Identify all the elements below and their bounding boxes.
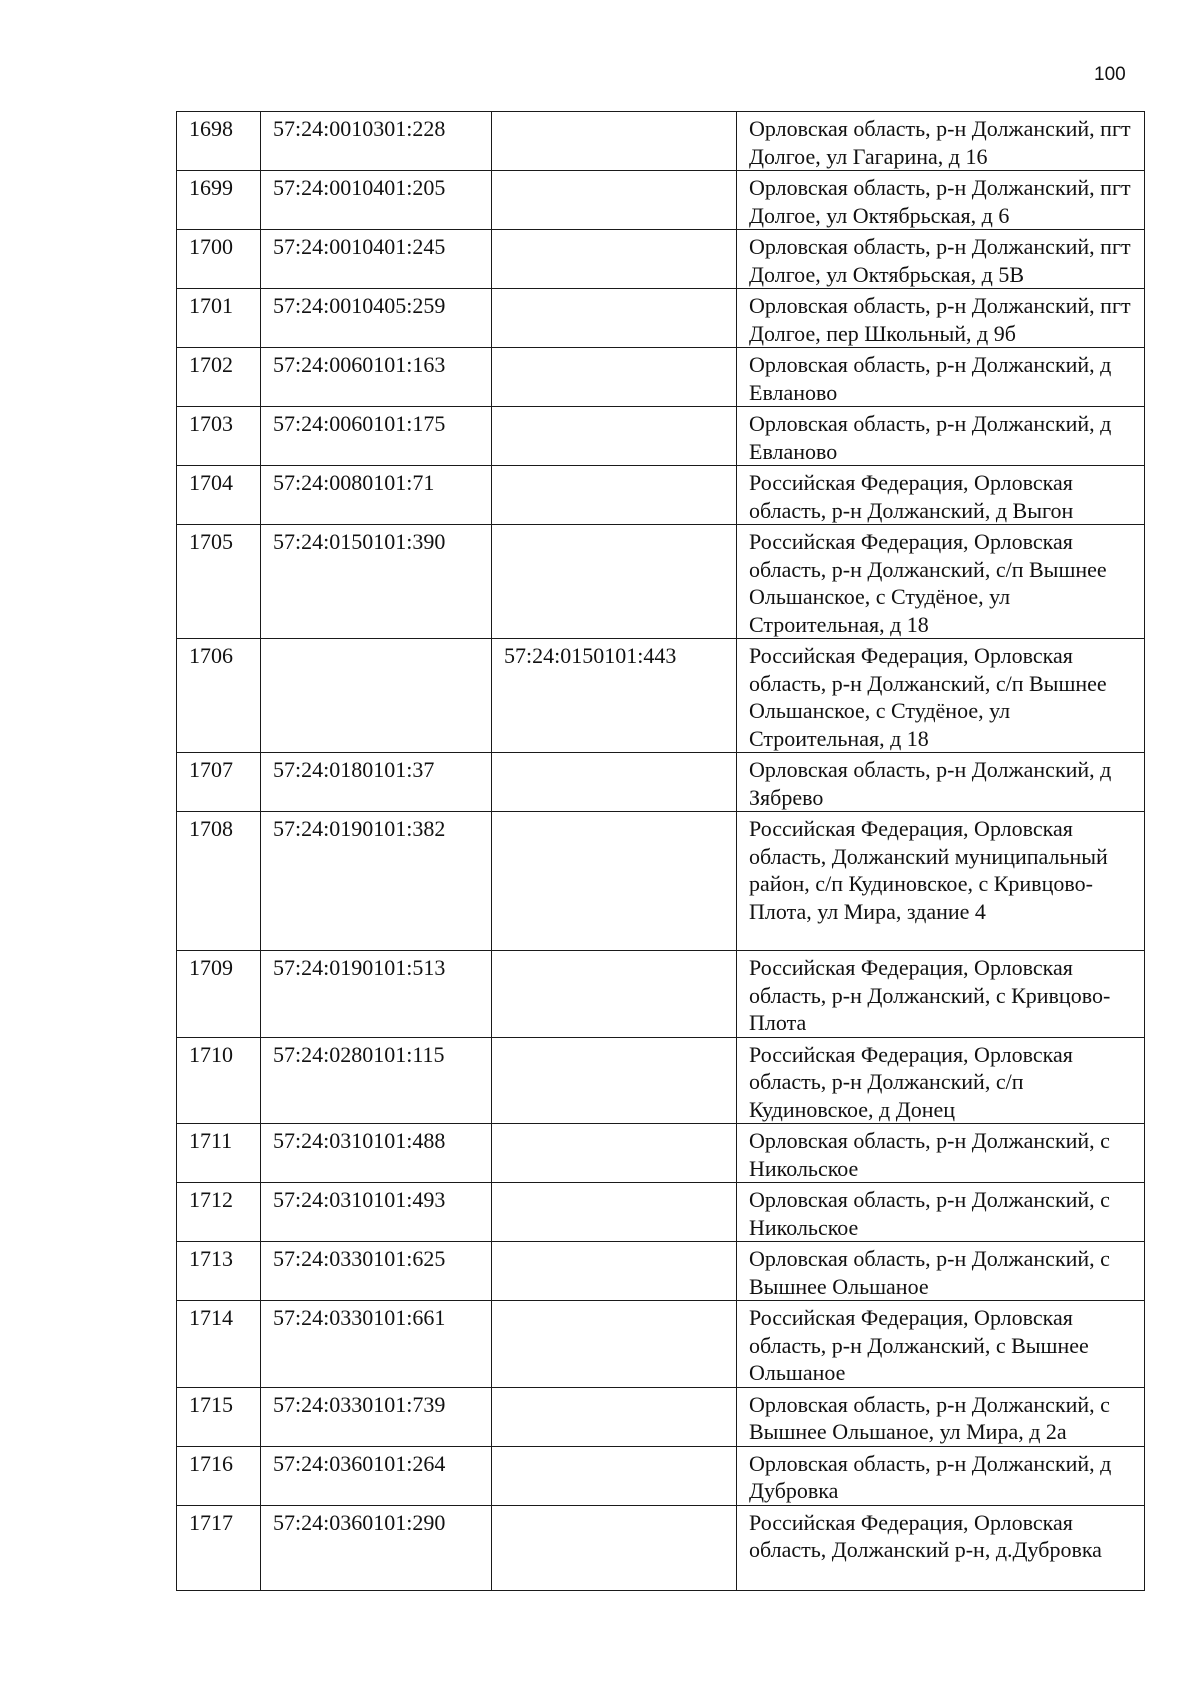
table-row [177,639,1145,753]
row-number: 1706 [177,639,261,753]
registry-table [176,111,1145,1591]
cadastral-number: 57:24:0310101:493 [261,1183,492,1242]
parent-cadastral-number [492,753,737,812]
cadastral-number: 57:24:0280101:115 [261,1037,492,1124]
address: Российская Федерация, Орловская область, р-н Должанский, с Кривцово-Плота [737,951,1145,1038]
parent-cadastral-number [492,1446,737,1505]
row-number: 1701 [177,289,261,348]
cadastral-number: 57:24:0060101:175 [261,407,492,466]
table-row [177,1124,1145,1183]
parent-cadastral-number [492,1037,737,1124]
address: Орловская область, р-н Должанский, пгт Долгое, ул Октябрьская, д 5В [737,230,1145,289]
row-number: 1708 [177,812,261,951]
parent-cadastral-number [492,812,737,951]
table-row [177,951,1145,1038]
table-row [177,1242,1145,1301]
address: Орловская область, р-н Должанский, с Вышнее Ольшаное [737,1242,1145,1301]
table-row [177,753,1145,812]
table-row [177,466,1145,525]
cadastral-number: 57:24:0010401:205 [261,171,492,230]
row-number: 1713 [177,1242,261,1301]
table-row [177,112,1145,171]
address: Орловская область, р-н Должанский, с Никольское [737,1124,1145,1183]
cadastral-number: 57:24:0180101:37 [261,753,492,812]
row-number: 1702 [177,348,261,407]
cadastral-number: 57:24:0190101:513 [261,951,492,1038]
address: Российская Федерация, Орловская область, Должанский муниципальный район, с/п Кудиновское, с Кривцово-Плота, ул Мира, здание 4 [737,812,1145,951]
address: Орловская область, р-н Должанский, д Евланово [737,407,1145,466]
address: Российская Федерация, Орловская область, Должанский р-н, д.Дубровка [737,1505,1145,1590]
cadastral-number: 57:24:0310101:488 [261,1124,492,1183]
cadastral-number: 57:24:0080101:71 [261,466,492,525]
parent-cadastral-number [492,951,737,1038]
address: Орловская область, р-н Должанский, пгт Долгое, ул Октябрьская, д 6 [737,171,1145,230]
row-number: 1705 [177,525,261,639]
table-row [177,1505,1145,1590]
table-row [177,812,1145,951]
address: Российская Федерация, Орловская область, р-н Должанский, с/п Вышнее Ольшанское, с Студёное, ул Строительная, д 18 [737,639,1145,753]
parent-cadastral-number [492,1505,737,1590]
table-row [177,289,1145,348]
table-row [177,1037,1145,1124]
address: Российская Федерация, Орловская область, р-н Должанский, д Выгон [737,466,1145,525]
cadastral-number: 57:24:0010405:259 [261,289,492,348]
row-number: 1711 [177,1124,261,1183]
address: Российская Федерация, Орловская область, р-н Должанский, с Вышнее Ольшаное [737,1301,1145,1388]
parent-cadastral-number [492,525,737,639]
table-row [177,525,1145,639]
row-number: 1709 [177,951,261,1038]
parent-cadastral-number [492,171,737,230]
row-number: 1710 [177,1037,261,1124]
table-row [177,171,1145,230]
row-number: 1715 [177,1387,261,1446]
cadastral-number: 57:24:0330101:625 [261,1242,492,1301]
address: Орловская область, р-н Должанский, пгт Долгое, пер Школьный, д 9б [737,289,1145,348]
parent-cadastral-number [492,1387,737,1446]
address: Орловская область, р-н Должанский, д Евланово [737,348,1145,407]
parent-cadastral-number [492,1301,737,1388]
row-number: 1703 [177,407,261,466]
parent-cadastral-number [492,407,737,466]
table-row [177,1183,1145,1242]
parent-cadastral-number: 57:24:0150101:443 [492,639,737,753]
parent-cadastral-number [492,230,737,289]
parent-cadastral-number [492,289,737,348]
cadastral-number: 57:24:0060101:163 [261,348,492,407]
address: Российская Федерация, Орловская область, р-н Должанский, с/п Кудиновское, д Донец [737,1037,1145,1124]
parent-cadastral-number [492,1183,737,1242]
row-number: 1716 [177,1446,261,1505]
table-row [177,230,1145,289]
address: Орловская область, р-н Должанский, д Дубровка [737,1446,1145,1505]
parent-cadastral-number [492,466,737,525]
row-number: 1707 [177,753,261,812]
cadastral-number: 57:24:0010401:245 [261,230,492,289]
cadastral-number [261,639,492,753]
row-number: 1699 [177,171,261,230]
table-row [177,348,1145,407]
row-number: 1698 [177,112,261,171]
cadastral-number: 57:24:0190101:382 [261,812,492,951]
page-number: 100 [1094,64,1126,85]
row-number: 1704 [177,466,261,525]
table-row [177,407,1145,466]
address: Орловская область, р-н Должанский, с Вышнее Ольшаное, ул Мира, д 2а [737,1387,1145,1446]
table-row [177,1301,1145,1388]
row-number: 1717 [177,1505,261,1590]
address: Орловская область, р-н Должанский, с Никольское [737,1183,1145,1242]
parent-cadastral-number [492,112,737,171]
address: Орловская область, р-н Должанский, д Зябрево [737,753,1145,812]
table-row [177,1446,1145,1505]
cadastral-number: 57:24:0330101:661 [261,1301,492,1388]
address: Орловская область, р-н Должанский, пгт Долгое, ул Гагарина, д 16 [737,112,1145,171]
parent-cadastral-number [492,1124,737,1183]
cadastral-number: 57:24:0360101:264 [261,1446,492,1505]
parent-cadastral-number [492,348,737,407]
cadastral-number: 57:24:0330101:739 [261,1387,492,1446]
parent-cadastral-number [492,1242,737,1301]
registry-table-body [177,112,1145,1591]
cadastral-number: 57:24:0010301:228 [261,112,492,171]
cadastral-number: 57:24:0360101:290 [261,1505,492,1590]
row-number: 1700 [177,230,261,289]
cadastral-number: 57:24:0150101:390 [261,525,492,639]
table-row [177,1387,1145,1446]
address: Российская Федерация, Орловская область, р-н Должанский, с/п Вышнее Ольшанское, с Студёное, ул Строительная, д 18 [737,525,1145,639]
row-number: 1712 [177,1183,261,1242]
row-number: 1714 [177,1301,261,1388]
